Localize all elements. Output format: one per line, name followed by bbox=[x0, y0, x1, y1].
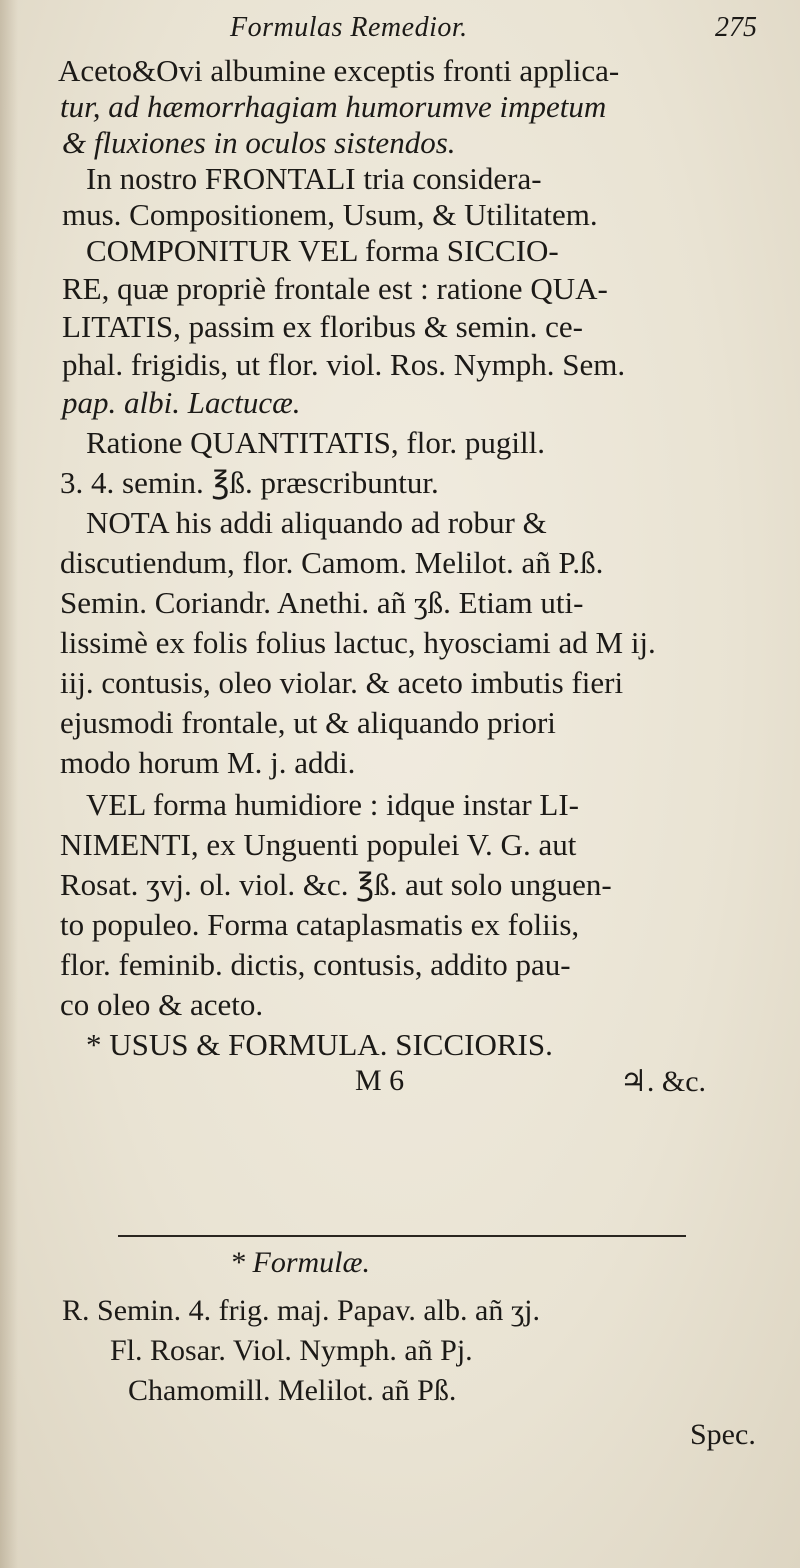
text-line: discutiendum, flor. Camom. Melilot. añ P.ß. bbox=[60, 545, 604, 580]
text-line: Ratione QUANTITATIS, flor. pugill. bbox=[86, 425, 546, 460]
text-line: NIMENTI, ex Unguenti populei V. G. aut bbox=[60, 827, 577, 862]
text-line: Semin. Coriandr. Anethi. añ ʒß. Etiam uti- bbox=[60, 585, 584, 620]
text-line: Aceto&Ovi albumine exceptis fronti applica- bbox=[58, 53, 620, 88]
footnote-line: Spec. bbox=[690, 1418, 756, 1451]
text-line: In nostro FRONTALI tria considera- bbox=[86, 161, 542, 196]
signature-mark: M 6 bbox=[355, 1064, 405, 1097]
footnote-line: R. Semin. 4. frig. maj. Papav. alb. añ ʒj. bbox=[62, 1294, 540, 1327]
text-line: 3. 4. semin. ℥ß. præscribuntur. bbox=[60, 465, 439, 500]
text-line: pap. albi. Lactucæ. bbox=[62, 385, 301, 420]
text-line: NOTA his addi aliquando ad robur & bbox=[86, 505, 547, 540]
text-line: mus. Compositionem, Usum, & Utilitatem. bbox=[62, 197, 598, 232]
text-line: lissimè ex folis folius lactuc, hyosciami ad M ij. bbox=[60, 625, 656, 660]
text-line: ejusmodi frontale, ut & aliquando priori bbox=[60, 705, 556, 740]
running-head: Formulas Remedior. bbox=[230, 12, 468, 43]
text-line: to populeo. Forma cataplasmatis ex foliis, bbox=[60, 907, 580, 942]
footnote-heading: * Formulæ. bbox=[230, 1246, 371, 1279]
text-line: LITATIS, passim ex floribus & semin. ce- bbox=[62, 309, 583, 344]
footnote-line: Fl. Rosar. Viol. Nymph. añ Pj. bbox=[110, 1334, 473, 1367]
binding-shadow bbox=[0, 0, 18, 1568]
text-line: & fluxiones in oculos sistendos. bbox=[62, 125, 456, 160]
catchword: ♃. &c. bbox=[620, 1065, 707, 1098]
text-line: flor. feminib. dictis, contusis, addito pau- bbox=[60, 947, 571, 982]
footnote-rule bbox=[118, 1235, 686, 1237]
text-line: phal. frigidis, ut flor. viol. Ros. Nymph. Sem. bbox=[62, 347, 626, 382]
text-line: Rosat. ʒvj. ol. viol. &c. ℥ß. aut solo unguen- bbox=[60, 867, 612, 902]
text-line: modo horum M. j. addi. bbox=[60, 745, 356, 780]
text-line: VEL forma humidiore : idque instar LI- bbox=[86, 787, 579, 822]
text-line: COMPONITUR VEL forma SICCIO- bbox=[86, 233, 559, 268]
text-line: * USUS & FORMULA. SICCIORIS. bbox=[86, 1027, 553, 1062]
footnote-line: Chamomill. Melilot. añ Pß. bbox=[128, 1374, 457, 1407]
page-number: 275 bbox=[715, 12, 757, 43]
text-line: iij. contusis, oleo violar. & aceto imbutis fieri bbox=[60, 665, 624, 700]
text-line: co oleo & aceto. bbox=[60, 987, 264, 1022]
text-line: RE, quæ propriè frontale est : ratione QUA- bbox=[62, 271, 608, 306]
text-line: tur, ad hæmorrhagiam humorumve impetum bbox=[60, 89, 607, 124]
